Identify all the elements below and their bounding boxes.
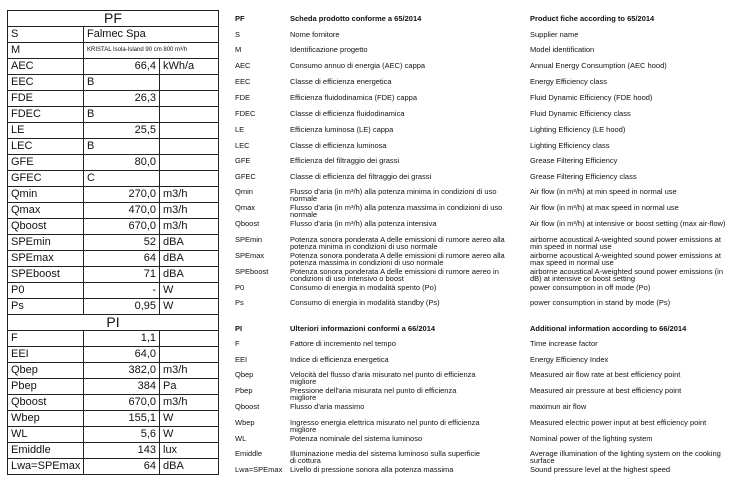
legend-it: Potenza sonora ponderata A delle emissioni di rumore aereo alla [290, 251, 505, 260]
row-unit: W [160, 283, 219, 299]
row-code: Lwa=SPEmax [8, 459, 84, 475]
row-unit: lux [160, 443, 219, 459]
row-value: Falmec Spa [84, 27, 219, 43]
legend-code: GFE [235, 156, 251, 165]
row-unit: m3/h [160, 219, 219, 235]
legend-en: maximun air flow [530, 402, 587, 411]
row-value: 64 [84, 459, 160, 475]
legend-it: Livello di pressione sonora alla potenza massima [290, 465, 454, 474]
legend-en: Grease Filtering Efficiency [530, 156, 618, 165]
table-row [8, 187, 219, 203]
row-unit [160, 107, 219, 123]
legend-it: Flusso d'aria (in m³/h) alla potenza massima in condizioni di uso [290, 203, 503, 212]
legend-code: F [235, 339, 240, 348]
row-unit: Pa [160, 379, 219, 395]
row-value: 670,0 [84, 395, 160, 411]
legend-code: FDEC [235, 109, 256, 118]
legend-code: Pbep [235, 386, 253, 395]
section-title-it: Ulteriori informazioni conformi a 66/2014 [290, 324, 436, 333]
row-value: 270,0 [84, 187, 160, 203]
row-value: 0,95 [84, 299, 160, 315]
row-value: 670,0 [84, 219, 160, 235]
row-code: LE [8, 123, 84, 139]
table-row [8, 411, 219, 427]
legend-it: Efficienza del filtraggio dei grassi [290, 156, 400, 165]
legend-en: Sound pressure level at the highest speed [530, 465, 671, 474]
legend-en: airborne acoustical A-weighted sound power emissions at [530, 235, 721, 244]
row-code: Pbep [8, 379, 84, 395]
legend-it: Flusso d'aria (in m³/h) alla potenza intensiva [290, 219, 437, 228]
legend-it: Classe di efficienza fluidodinamica [290, 109, 405, 118]
table-row [8, 347, 219, 363]
data-table [7, 10, 219, 475]
legend-it: Identificazione progetto [290, 45, 368, 54]
table-row [8, 363, 219, 379]
legend-it: Pressione dell'aria misurata nel punto di efficienza [290, 386, 457, 395]
legend-en: Measured electric power input at best efficiency point [530, 418, 707, 427]
row-value: 1,1 [84, 331, 160, 347]
legend-en: Fluid Dynamic Efficiency (FDE hood) [530, 93, 653, 102]
row-value: - [84, 283, 160, 299]
legend-en: Energy Efficiency Index [530, 355, 609, 364]
legend-it: Potenza sonora ponderata A delle emissioni di rumore aereo alla [290, 235, 505, 244]
legend-it: migliore [290, 377, 317, 386]
row-unit [160, 347, 219, 363]
legend-code: SPEmax [235, 251, 265, 260]
legend-code: Qmax [235, 203, 256, 212]
row-value: 64,0 [84, 347, 160, 363]
legend-en: Grease Filtering Efficiency class [530, 172, 637, 181]
row-code: Emiddle [8, 443, 84, 459]
row-code: Ps [8, 299, 84, 315]
row-unit [160, 155, 219, 171]
row-unit [160, 123, 219, 139]
legend-code: Wbep [235, 418, 255, 427]
legend-en: Average illumination of the lighting system on the cooking [530, 449, 721, 458]
row-unit [160, 75, 219, 91]
legend-en: Supplier name [530, 30, 579, 39]
legend-en: Measured air pressure at best efficiency point [530, 386, 682, 395]
table-row [8, 91, 219, 107]
row-code: F [8, 331, 84, 347]
legend-code: Qmin [235, 187, 253, 196]
table-row [8, 171, 219, 187]
row-unit [160, 91, 219, 107]
legend-it: Potenza sonora ponderata A delle emissioni di rumore aereo in [290, 267, 499, 276]
row-value: KRISTAL Isola-Island 90 cm 800 m³/h [84, 43, 219, 59]
table-row [8, 219, 219, 235]
row-unit: dBA [160, 235, 219, 251]
row-unit: kWh/a [160, 59, 219, 75]
legend-code: M [235, 45, 242, 54]
row-value: 26,3 [84, 91, 160, 107]
row-value: B [84, 75, 160, 91]
legend-code: SPEmin [235, 235, 263, 244]
legend-code: GFEC [235, 172, 256, 181]
row-value: 25,5 [84, 123, 160, 139]
legend-code: EEC [235, 77, 251, 86]
row-unit [160, 139, 219, 155]
row-code: EEI [8, 347, 84, 363]
row-code: GFEC [8, 171, 84, 187]
row-value: 80,0 [84, 155, 160, 171]
section-title-en: Additional information according to 66/2014 [530, 324, 687, 333]
legend-code: P0 [235, 283, 245, 292]
legend-it: Flusso d'aria (in m³/h) alla potenza minima in condizioni di uso [290, 187, 497, 196]
legend-code: EEI [235, 355, 248, 364]
legend-code: Emiddle [235, 449, 263, 458]
row-code: P0 [8, 283, 84, 299]
legend-en: Fluid Dynamic Efficiency class [530, 109, 631, 118]
row-code: S [8, 27, 84, 43]
legend-en: surface [530, 456, 555, 465]
legend-en: power consumption in off mode (Po) [530, 283, 651, 292]
legend-code: S [235, 30, 241, 39]
legend-en: Model identification [530, 45, 595, 54]
legend-it: Classe di efficienza energetica [290, 77, 392, 86]
row-code: Qboost [8, 219, 84, 235]
legend-code: LEC [235, 141, 250, 150]
legend-it: Velocità del flusso d'aria misurato nel punto di efficienza [290, 370, 476, 379]
pf-header [8, 11, 219, 27]
section-title-en: Product fiche according to 65/2014 [530, 14, 655, 23]
legend-it: Consumo di energia in modalità spento (Po) [290, 283, 437, 292]
row-value: B [84, 107, 160, 123]
table-row [8, 443, 219, 459]
legend-it: migliore [290, 393, 317, 402]
legend-en: Time increase factor [530, 339, 598, 348]
row-code: WL [8, 427, 84, 443]
row-value: 382,0 [84, 363, 160, 379]
row-unit [160, 331, 219, 347]
legend-it: normale [290, 194, 318, 203]
legend-it: Consumo di energia in modalità standby (Ps) [290, 298, 440, 307]
row-value: 155,1 [84, 411, 160, 427]
row-code: Qmin [8, 187, 84, 203]
section-code: PF [235, 14, 245, 23]
legend-code: AEC [235, 61, 251, 70]
row-unit: W [160, 299, 219, 315]
legend-it: Efficienza fluidodinamica (FDE) cappa [290, 93, 418, 102]
table-row [8, 123, 219, 139]
row-value: C [84, 171, 160, 187]
legend-en: Air flow (in m³/h) at max speed in normal use [530, 203, 679, 212]
legend-en: Lighting Efficiency (LE hood) [530, 125, 626, 134]
legend-it: potenza massima in condizioni di uso normale [290, 258, 444, 267]
row-unit: W [160, 427, 219, 443]
row-code: FDEC [8, 107, 84, 123]
legend-code: LE [235, 125, 245, 134]
legend-en: Lighting Efficiency class [530, 141, 610, 150]
row-value: 5,6 [84, 427, 160, 443]
pf-header-label: PF [8, 11, 219, 27]
table-row [8, 283, 219, 299]
legend-en: airborne acoustical A-weighted sound power emissions (in [530, 267, 724, 276]
table-row [8, 267, 219, 283]
legend-en: min speed in normal use [530, 242, 612, 251]
row-unit: dBA [160, 267, 219, 283]
row-code: Qbep [8, 363, 84, 379]
legend-en: Air flow (in m³/h) at intensive or boost setting (max air-flow) [530, 219, 726, 228]
section-code: PI [235, 324, 243, 333]
legend-it: Nome fornitore [290, 30, 340, 39]
row-code: Wbep [8, 411, 84, 427]
table-row [8, 379, 219, 395]
legend-code: Qboost [235, 402, 260, 411]
row-code: SPEmax [8, 251, 84, 267]
table-row [8, 27, 219, 43]
table-row [8, 331, 219, 347]
section-title-it: Scheda prodotto conforme a 65/2014 [290, 14, 422, 23]
row-unit [160, 171, 219, 187]
row-unit: m3/h [160, 395, 219, 411]
pi-header-label: PI [8, 315, 219, 331]
legend-it: Consumo annuo di energia (AEC) cappa [290, 61, 426, 70]
row-code: EEC [8, 75, 84, 91]
legend-en: Annual Energy Consumption (AEC hood) [530, 61, 667, 70]
legend-it: Efficienza luminosa (LE) cappa [290, 125, 394, 134]
row-unit: m3/h [160, 363, 219, 379]
legend-it: Illuminazione media del sistema luminoso sulla superficie [290, 449, 481, 458]
legend-en: power consumption in stand by mode (Ps) [530, 298, 671, 307]
legend-en: Air flow (in m³/h) at min speed in normal use [530, 187, 677, 196]
row-code: GFE [8, 155, 84, 171]
table-row [8, 299, 219, 315]
table-row [8, 155, 219, 171]
legend-it: Ingresso energia elettrica misurato nel punto di efficienza [290, 418, 480, 427]
row-code: AEC [8, 59, 84, 75]
row-unit: dBA [160, 251, 219, 267]
row-code: SPEboost [8, 267, 84, 283]
legend-it: Fattore di incremento nel tempo [290, 339, 396, 348]
row-value: 470,0 [84, 203, 160, 219]
row-code: Qmax [8, 203, 84, 219]
legend-it: normale [290, 210, 318, 219]
row-unit: dBA [160, 459, 219, 475]
row-unit: m3/h [160, 187, 219, 203]
legend-it: di cottura [290, 456, 321, 465]
legend-it: migliore [290, 425, 317, 434]
row-value: 66,4 [84, 59, 160, 75]
table-row [8, 251, 219, 267]
legend-en: Nominal power of the lighting system [530, 434, 653, 443]
row-value: 384 [84, 379, 160, 395]
legend-code: FDE [235, 93, 250, 102]
row-value: 64 [84, 251, 160, 267]
legend-en: Measured air flow rate at best efficiency point [530, 370, 681, 379]
legend-it: Classe di efficienza luminosa [290, 141, 387, 150]
legend-code: Ps [235, 298, 244, 307]
legend-code: Qbep [235, 370, 254, 379]
row-unit: W [160, 411, 219, 427]
pi-header [8, 315, 219, 331]
table-row [8, 139, 219, 155]
legend-code: Qboost [235, 219, 260, 228]
legend-it: Flusso d'aria massimo [290, 402, 365, 411]
table-row [8, 203, 219, 219]
table-row [8, 427, 219, 443]
legend-it: condizioni di uso intensivo o boost [290, 274, 404, 283]
row-value: B [84, 139, 160, 155]
row-value: 52 [84, 235, 160, 251]
row-value: 71 [84, 267, 160, 283]
row-code: Qboost [8, 395, 84, 411]
row-code: SPEmin [8, 235, 84, 251]
row-code: FDE [8, 91, 84, 107]
table-row [8, 59, 219, 75]
table-row [8, 107, 219, 123]
legend-code: WL [235, 434, 247, 443]
legend-it: Indice di efficienza energetica [290, 355, 389, 364]
table-row [8, 235, 219, 251]
legend-code: Lwa=SPEmax [235, 465, 283, 474]
legend-en: max speed in normal use [530, 258, 614, 267]
table-row [8, 459, 219, 475]
legend-it: Classe di efficienza del filtraggio dei grassi [290, 172, 432, 181]
row-value: 143 [84, 443, 160, 459]
legend-it: potenza minima in condizioni di uso normale [290, 242, 438, 251]
row-unit: m3/h [160, 203, 219, 219]
table-row [8, 43, 219, 59]
legend-en: airborne acoustical A-weighted sound power emissions at [530, 251, 721, 260]
legend-code: SPEboost [235, 267, 269, 276]
legend-en: dB) at intensive or boost setting [530, 274, 636, 283]
legend-en: Energy Efficiency class [530, 77, 607, 86]
table-row [8, 395, 219, 411]
table-row [8, 75, 219, 91]
row-code: LEC [8, 139, 84, 155]
row-code: M [8, 43, 84, 59]
legend-it: Potenza nominale del sistema luminoso [290, 434, 423, 443]
